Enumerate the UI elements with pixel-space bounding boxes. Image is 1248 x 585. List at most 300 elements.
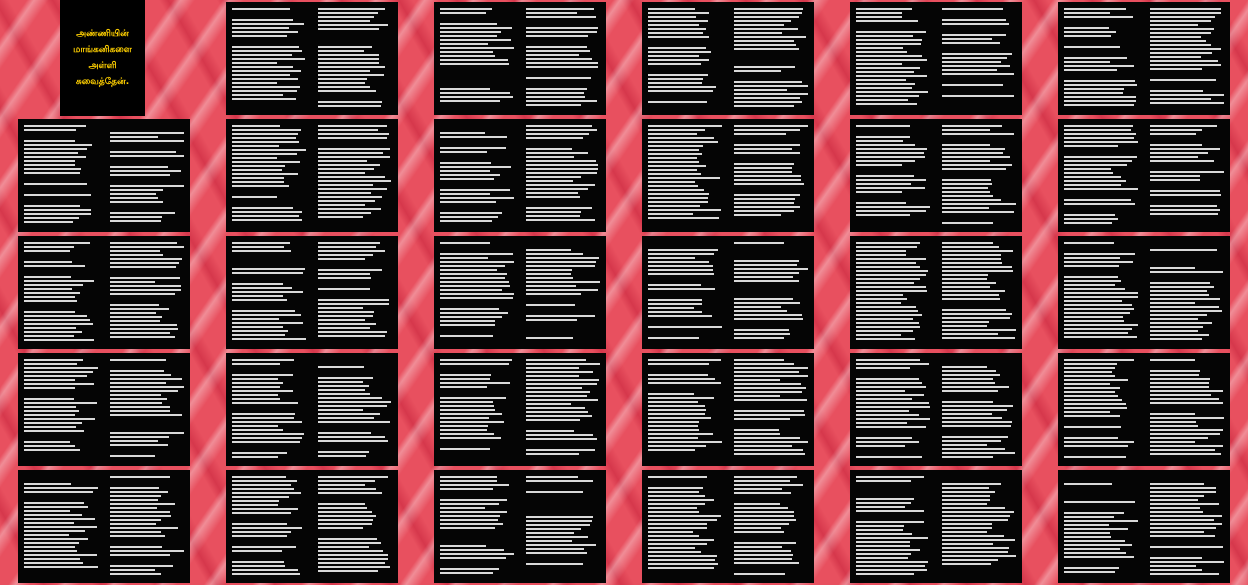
text-line [318,156,390,158]
text-line [942,370,996,372]
text-line [1064,168,1111,170]
text-line [1150,190,1220,192]
page-thumbnail[interactable] [832,117,1040,234]
text-line [232,402,298,404]
text-line [856,437,912,439]
page-thumbnail[interactable] [208,234,416,351]
text-line [440,43,488,45]
text-line [856,422,907,424]
text-line [1064,160,1132,162]
text-line [110,531,161,533]
text-line [232,129,301,131]
text-line [232,390,293,392]
text-line [942,254,1001,256]
page-thumbnail[interactable] [832,234,1040,351]
text-line [440,293,514,295]
text-line [526,403,571,405]
text-line [110,554,170,556]
text-line [318,24,388,26]
book-page [434,119,520,232]
text-line [24,205,80,207]
text-line [440,242,490,244]
text-line [318,258,365,260]
text-line [318,137,387,139]
text-line [110,304,159,306]
text-line [110,281,155,283]
text-line [1064,316,1123,318]
text-line [856,210,926,212]
text-line [734,507,788,509]
text-line [318,58,379,60]
text-line [734,97,800,99]
text-line [318,507,367,509]
text-line [24,148,87,150]
text-line [440,261,514,263]
text-line [856,569,927,571]
text-line [318,86,370,88]
text-line [24,510,70,512]
text-line [318,409,363,411]
text-line [734,129,800,131]
text-line [232,480,297,482]
text-line [526,215,580,217]
text-line [1150,20,1211,22]
page-thumbnail[interactable] [832,468,1040,585]
text-line [942,499,990,501]
text-line [648,405,705,407]
text-line [856,160,915,162]
text-line [856,91,928,93]
text-line [734,337,784,339]
text-line [318,515,376,517]
text-line [526,434,593,436]
text-line [856,79,906,81]
text-line [942,317,1010,319]
text-line [856,549,920,551]
text-line [856,95,919,97]
text-line [232,523,287,525]
text-line [734,488,782,490]
page-thumbnail[interactable] [832,351,1040,468]
book-page [18,470,104,583]
text-line [232,535,287,537]
text-line [734,242,784,244]
text-line [526,480,593,482]
text-line [648,86,716,88]
text-line [318,105,381,107]
text-line [1064,184,1121,186]
text-line [440,178,494,180]
text-line [734,573,785,575]
text-line [856,378,919,380]
text-line [318,176,385,178]
cover-page[interactable] [60,0,145,116]
text-line [110,414,182,416]
text-line [232,338,306,340]
text-line [24,265,85,267]
text-line [318,50,364,52]
text-line [648,59,709,61]
text-line [232,86,300,88]
text-line [232,8,290,10]
text-line [1064,320,1124,322]
text-line [318,303,389,305]
text-line [318,54,379,56]
text-line [1150,271,1223,273]
text-line [110,216,162,218]
text-line [232,565,285,567]
text-line [232,133,298,135]
text-line [526,88,587,90]
text-line [440,515,500,517]
text-line [24,335,74,337]
text-line [1064,242,1114,244]
text-line [856,390,905,392]
text-line [648,409,706,411]
text-line [318,125,387,127]
text-line [526,54,579,56]
text-line [1064,280,1121,282]
text-line [526,563,583,565]
text-line [440,55,495,57]
text-line [24,550,77,552]
text-line [734,476,797,478]
text-line [1150,12,1221,14]
text-line [648,495,705,497]
text-line [232,141,299,143]
text-line [734,24,784,26]
text-line [856,290,927,292]
text-line [648,90,713,92]
text-line [318,188,387,190]
text-line [648,417,711,419]
page-thumbnail[interactable] [832,0,1040,117]
text-line [440,511,507,513]
text-line [440,170,490,172]
book-page [1058,470,1144,583]
text-line [856,75,927,77]
text-line [526,192,578,194]
text-line [440,312,508,314]
text-line [440,425,488,427]
page-thumbnail[interactable] [416,117,624,234]
text-line [526,359,586,361]
text-line [1064,512,1124,514]
text-line [526,430,574,432]
text-line [526,104,581,106]
text-line [1150,561,1224,563]
text-line [526,137,583,139]
text-line [440,527,495,529]
text-line [110,491,168,493]
text-line [232,173,298,175]
text-line [232,207,293,209]
text-line [526,257,599,259]
text-line [1064,31,1116,33]
text-line [24,276,71,278]
text-line [1150,398,1219,400]
page-thumbnail[interactable] [0,117,208,234]
text-line [856,20,918,22]
text-line [1150,437,1208,439]
text-line [232,512,291,514]
text-line [856,386,926,388]
text-line [734,206,800,208]
text-line [526,383,597,385]
text-line [24,383,94,385]
text-line [318,184,373,186]
text-line [110,136,158,138]
text-line [734,480,790,482]
text-line [526,265,595,267]
text-line [318,192,371,194]
text-line [942,511,1014,513]
book-page [1144,353,1230,466]
text-line [648,257,695,259]
text-line [440,212,502,214]
text-line [942,382,995,384]
text-line [734,391,802,393]
text-line [734,437,800,439]
text-line [942,187,988,189]
text-line [232,153,297,155]
text-line [734,20,791,22]
text-line [526,285,576,287]
text-line [232,437,302,439]
book-page [850,119,936,232]
text-line [856,8,912,10]
text-line [856,43,921,45]
text-line [1064,46,1120,48]
text-line [440,31,501,33]
text-line [24,331,82,333]
text-line [1064,426,1121,428]
text-line [648,559,715,561]
text-line [526,164,598,166]
page-thumbnail[interactable] [624,234,832,351]
text-line [526,540,572,542]
text-line [942,421,1012,423]
text-line [318,397,382,399]
text-line [440,382,510,384]
page-thumbnail[interactable] [208,0,416,117]
page-thumbnail[interactable] [624,351,832,468]
text-line [942,448,1005,450]
text-line [942,168,1006,170]
text-line [232,145,279,147]
text-line [110,394,161,396]
text-line [1150,98,1211,100]
text-line [856,533,912,535]
text-line [1150,249,1217,251]
text-line [1150,125,1217,127]
text-line [734,511,794,513]
text-line [24,371,93,373]
text-line [856,537,928,539]
text-line [1150,445,1223,447]
page-thumbnail[interactable] [416,351,624,468]
text-line [318,488,376,490]
text-line [1150,338,1202,340]
text-line [318,254,373,256]
text-line [942,286,990,288]
text-line [734,527,781,529]
text-line [856,16,902,18]
text-line [440,166,511,168]
text-line [1150,433,1220,435]
text-line [648,249,718,251]
text-line [232,330,288,332]
text-line [526,363,600,365]
book-page [642,2,728,115]
text-line [1150,290,1207,292]
text-line [440,265,505,267]
text-line [526,96,585,98]
book-page [728,119,814,232]
text-line [1064,57,1127,59]
text-line [942,413,992,415]
text-line [942,333,998,335]
text-line [1064,308,1134,310]
text-line [1064,104,1134,106]
text-line [318,12,378,14]
book-page [434,353,520,466]
text-line [526,62,598,64]
text-line [734,558,792,560]
text-line [856,35,913,37]
text-line [1150,40,1206,42]
text-line [110,410,170,412]
text-line [1064,441,1134,443]
text-line [942,129,990,131]
text-line [942,282,996,284]
text-line [526,35,588,37]
text-line [232,452,287,454]
page-thumbnail[interactable] [416,0,624,117]
text-line [232,250,291,252]
text-line [1064,16,1133,18]
page-thumbnail[interactable] [416,234,624,351]
page-thumbnail[interactable] [1040,0,1248,117]
text-line [110,328,178,330]
text-line [1064,548,1120,550]
text-line [1150,487,1216,489]
text-line [1150,102,1224,104]
text-line [110,406,170,408]
book-page [312,2,398,115]
text-line [942,425,1011,427]
page-thumbnail[interactable] [208,468,416,585]
page-thumbnail[interactable] [0,234,208,351]
text-line [318,148,390,150]
text-line [648,555,717,557]
text-line [1150,495,1204,497]
text-line [1064,65,1134,67]
text-line [734,333,790,335]
text-line [232,66,293,68]
page-thumbnail[interactable] [1040,234,1248,351]
text-line [1150,417,1224,419]
text-line [648,491,699,493]
page-thumbnail[interactable] [624,468,832,585]
text-line [942,34,1006,36]
text-line [232,504,278,506]
text-line [1064,100,1136,102]
text-line [440,572,493,574]
text-line [942,266,1012,268]
text-line [734,66,795,68]
text-line [856,573,914,575]
text-line [856,398,912,400]
text-line [318,405,387,407]
page-thumbnail[interactable] [624,117,832,234]
text-line [648,393,694,395]
text-line [440,132,485,134]
text-line [856,302,901,304]
text-line [526,100,597,102]
text-line [318,101,382,103]
page-thumbnail[interactable] [1040,351,1248,468]
book-page [226,119,312,232]
text-line [24,375,87,377]
text-line [942,164,1012,166]
page-thumbnail[interactable] [1040,468,1248,585]
text-line [526,184,595,186]
text-line [232,46,299,48]
text-line [440,417,489,419]
page-thumbnail[interactable] [0,468,208,585]
text-line [1064,312,1130,314]
page-thumbnail[interactable] [624,0,832,117]
book-page [936,470,1022,583]
text-line [110,386,184,388]
text-line [856,445,905,447]
text-line [440,363,509,365]
text-line [110,320,160,322]
text-line [942,199,1001,201]
page-thumbnail[interactable] [0,351,208,468]
text-line [110,185,184,187]
book-page [1058,2,1144,115]
text-line [232,299,287,301]
text-line [526,532,574,534]
text-line [942,374,1000,376]
text-line [318,66,385,68]
text-line [526,46,587,48]
text-line [1150,499,1198,501]
page-thumbnail[interactable] [208,117,416,234]
text-line [24,538,88,540]
text-line [110,250,160,252]
text-line [110,166,168,168]
text-line [526,395,587,397]
text-line [110,155,184,157]
text-line [942,523,992,525]
text-line [1064,35,1111,37]
page-thumbnail[interactable] [416,468,624,585]
text-line [110,140,184,142]
text-line [232,374,293,376]
page-thumbnail[interactable] [1040,117,1248,234]
text-line [648,217,719,219]
text-line [24,562,83,564]
text-line [648,499,714,501]
text-line [648,337,699,339]
text-line [110,193,156,195]
text-line [24,363,77,365]
text-line [734,395,780,397]
page-thumbnail[interactable] [208,351,416,468]
